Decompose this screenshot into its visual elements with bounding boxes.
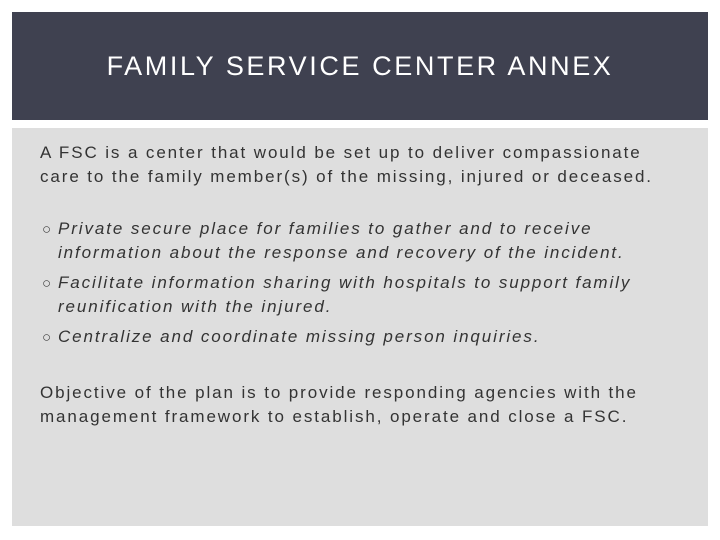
content-panel	[12, 128, 708, 526]
slide-title: FAMILY SERVICE CENTER ANNEX	[106, 50, 614, 81]
bullet-item-missing-person	[40, 325, 684, 349]
hollow-circle-bullet-icon: ○	[42, 221, 52, 238]
bullet-text: Private secure place for families to gather and to receive information about the response and recovery of the incident.	[58, 219, 625, 262]
bullet-item-information-sharing	[40, 271, 684, 319]
bullet-item-private-place	[40, 217, 684, 265]
bullet-list	[40, 217, 684, 349]
hollow-circle-bullet-icon: ○	[42, 275, 52, 292]
bullet-text: Facilitate information sharing with hospitals to support family reunification with the injured.	[58, 273, 632, 316]
title-bar	[12, 12, 708, 120]
bullet-text: Centralize and coordinate missing person inquiries.	[58, 327, 541, 346]
intro-paragraph: A FSC is a center that would be set up to deliver compassionate care to the family member(s) of the missing, injured or deceased.	[40, 143, 653, 186]
objective-paragraph: Objective of the plan is to provide responding agencies with the management framework to establish, operate and close a FSC.	[40, 383, 638, 426]
hollow-circle-bullet-icon: ○	[42, 329, 52, 346]
